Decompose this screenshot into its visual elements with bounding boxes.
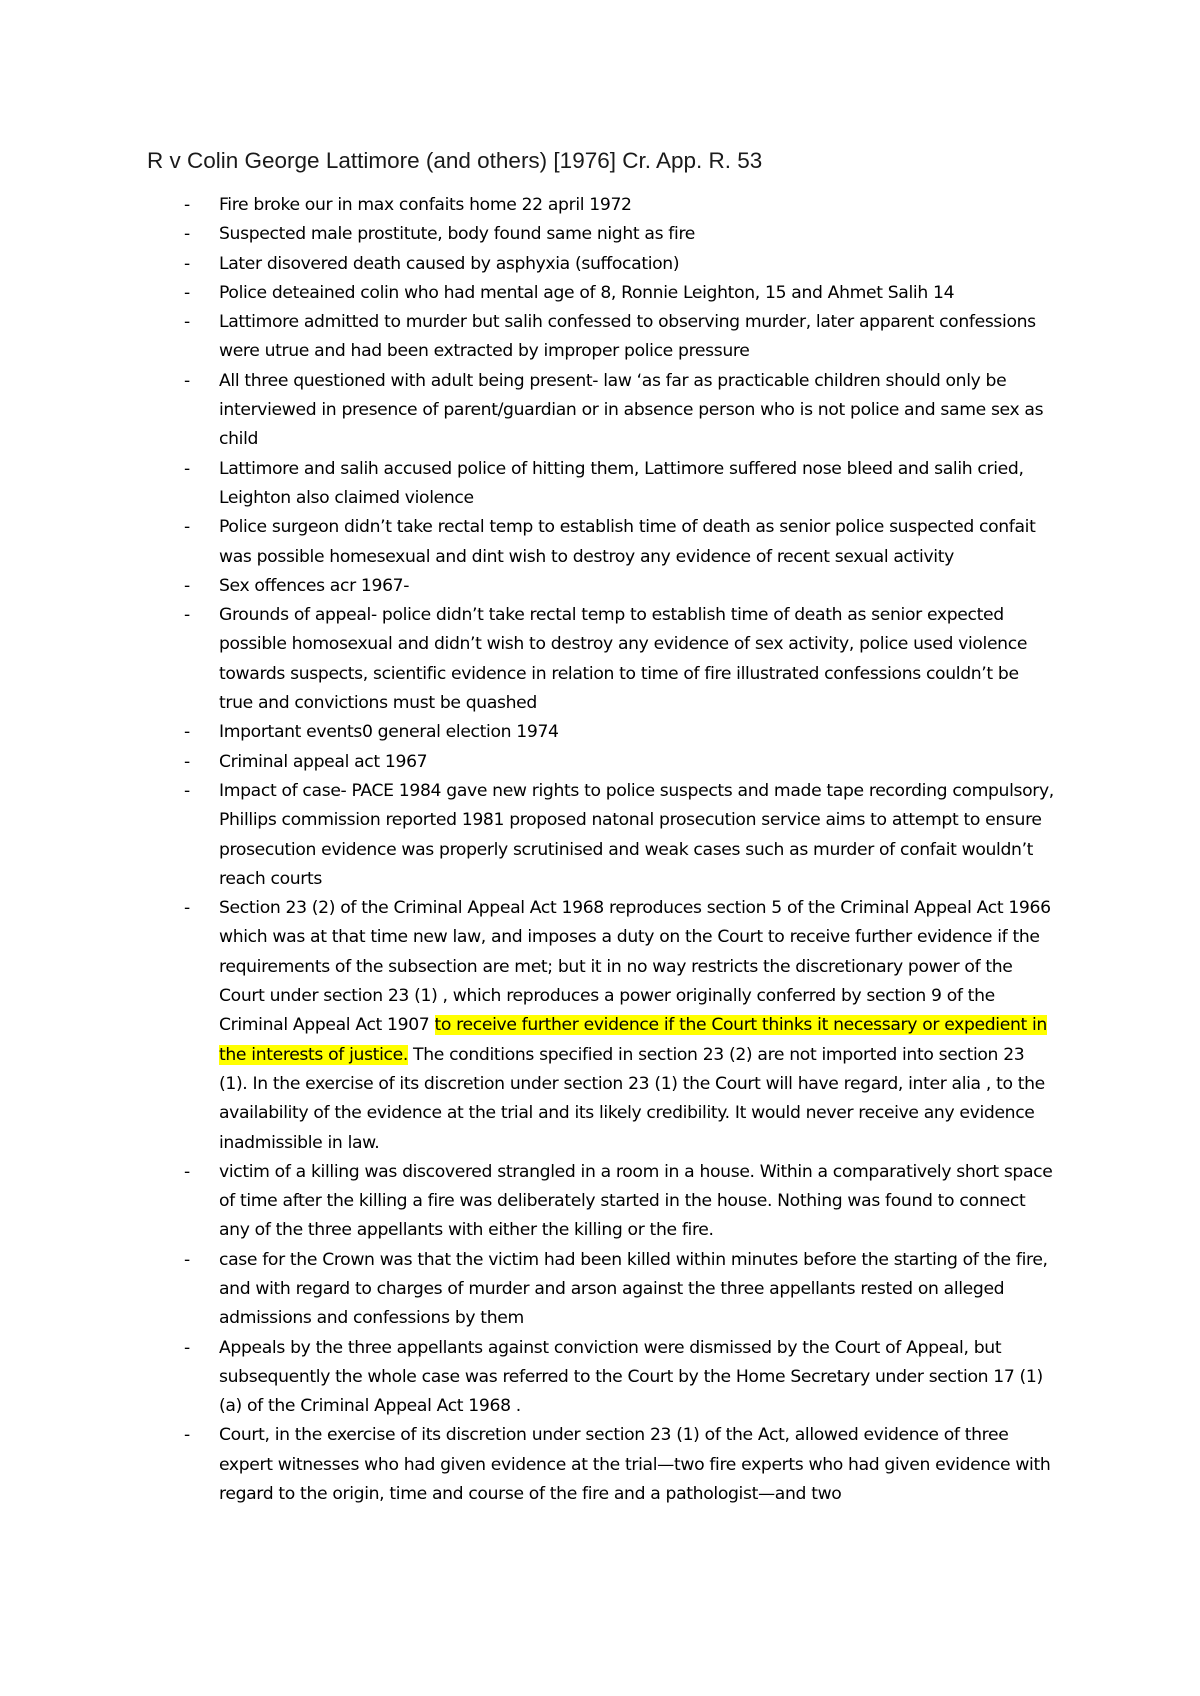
bullet-text: Sex offences acr 1967- [219,575,410,596]
bullet-text: Grounds of appeal- police didn’t take rectal temp to establish time of death as senior expected possible homosexual and didn’t wish to destroy any evidence of sex activity, police used violence towards suspects, scientific evidence in relation to time of fire illustrated confessions couldn’t be true and convictions must be quashed [219,605,1028,714]
bullet-marker: - [184,575,190,596]
bullet-text: Police deteained colin who had mental age of 8, Ronnie Leighton, 15 and Ahmet Salih 14 [219,282,955,303]
list-item [0,367,1054,455]
bullet-text: case for the Crown was that the victim had been killed within minutes before the starting of the fire, and with regard to charges of murder and arson against the three appellants rested on alleged admissions and confessions by them [219,1249,1048,1329]
document-title: R v Colin George Lattimore (and others) [1976] Cr. App. R. 53 [147,148,763,173]
list-item [0,1421,1054,1509]
bullet-text: Fire broke our in max confaits home 22 april 1972 [219,195,632,215]
bullet-text: All three questioned with adult being present- law ‘as far as practicable children should only be interviewed in presence of parent/guardian or in absence person who is not police and same sex as child [219,370,1044,450]
bullet-marker: - [184,898,190,919]
bullet-marker: - [184,722,190,743]
list-item [0,1246,1054,1334]
list-item [0,191,1054,220]
bullet-text: Later disovered death caused by asphyxia (suffocation) [219,253,680,274]
list-item [0,718,1054,747]
list-item [0,220,1054,249]
bullet-marker: - [184,751,190,772]
bullet-text: victim of a killing was discovered strangled in a room in a house. Within a comparatively short space of time after the killing a fire was deliberately started in the house. Nothing was found to connect any of the three appellants with either the killing or the fire. [219,1161,1053,1241]
list-item [0,1334,1054,1422]
bullet-marker: - [184,1337,190,1358]
list-item [0,572,1054,601]
bullet-marker: - [184,195,190,215]
bullet-text: Suspected male prostitute, body found same night as fire [219,224,696,245]
bullet-text: Impact of case- PACE 1984 gave new rights to police suspects and made tape recording compulsory, Phillips commission reported 1981 proposed natonal prosecution service aims to attempt to ensure prosecution evidence was properly scrutinised and weak cases such as murder of confait wouldn’t reach courts [219,780,1054,889]
bullet-text: Police surgeon didn’t take rectal temp to establish time of death as senior police suspected confait was possible homesexual and dint wish to destroy any evidence of recent sexual activity [219,517,1036,567]
bullet-text: Criminal appeal act 1967 [219,751,428,772]
bullet-text: Important events0 general election 1974 [219,722,559,743]
highlighted-text: to receive further evidence if the Court thinks it necessary or expedient in the interests of justice. [219,1015,1047,1065]
list-item [0,513,1054,572]
bullet-text: Appeals by the three appellants against conviction were dismissed by the Court of Appeal, but subsequently the whole case was referred to the Court by the Home Secretary under section 17 (1) (a) of the Criminal Appeal Act 1968 . [219,1337,1043,1417]
bullet-text: Court, in the exercise of its discretion under section 23 (1) of the Act, allowed evidence of three expert witnesses who had given evidence at the trial—two fire experts who had given evidence with regard to the origin, time and course of the fire and a pathologist—and two [219,1425,1051,1505]
list-item [0,601,1054,718]
list-item [0,455,1054,514]
list-item [0,894,1054,1158]
bullet-marker: - [184,1249,190,1270]
bullet-marker: - [184,517,190,538]
bullet-text: Lattimore and salih accused police of hitting them, Lattimore suffered nose bleed and salih cried, Leighton also claimed violence [219,458,1024,508]
list-item [0,250,1054,279]
bullet-marker: - [184,605,190,626]
list-item [0,279,1054,308]
bullet-marker: - [184,1425,190,1446]
bullet-text-after-highlight: The conditions specified in section 23 (2) are not imported into section 23 (1). In the exercise of its discretion under section 23 (1) the Court will have regard, inter alia , to the availability of the evidence at the trial and its likely credibility. It would never receive any evidence inadmissible in law. [219,1044,1045,1153]
bullet-marker: - [184,1161,190,1182]
bullet-marker: - [184,253,190,274]
bullet-marker: - [184,780,190,801]
bullet-list [0,191,1200,1509]
bullet-marker: - [184,370,190,391]
list-item [0,748,1054,777]
list-item [0,777,1054,894]
bullet-marker: - [184,312,190,333]
bullet-marker: - [184,282,190,303]
bullet-marker: - [184,458,190,479]
list-item [0,1158,1054,1246]
bullet-text-before-highlight: Section 23 (2) of the Criminal Appeal Act 1968 reproduces section 5 of the Criminal Appeal Act 1966 which was at that time new law, and imposes a duty on the Court to receive further evidence if the requirements of the subsection are met; but it in no way restricts the discretionary power of the Court under section 23 (1) , which reproduces a power originally conferred by section 9 of the Criminal Appeal Act 1907 [219,898,1051,1036]
bullet-marker: - [184,224,190,245]
bullet-text: Lattimore admitted to murder but salih confessed to observing murder, later apparent confessions were utrue and had been extracted by improper police pressure [219,312,1036,362]
list-item [0,308,1054,367]
